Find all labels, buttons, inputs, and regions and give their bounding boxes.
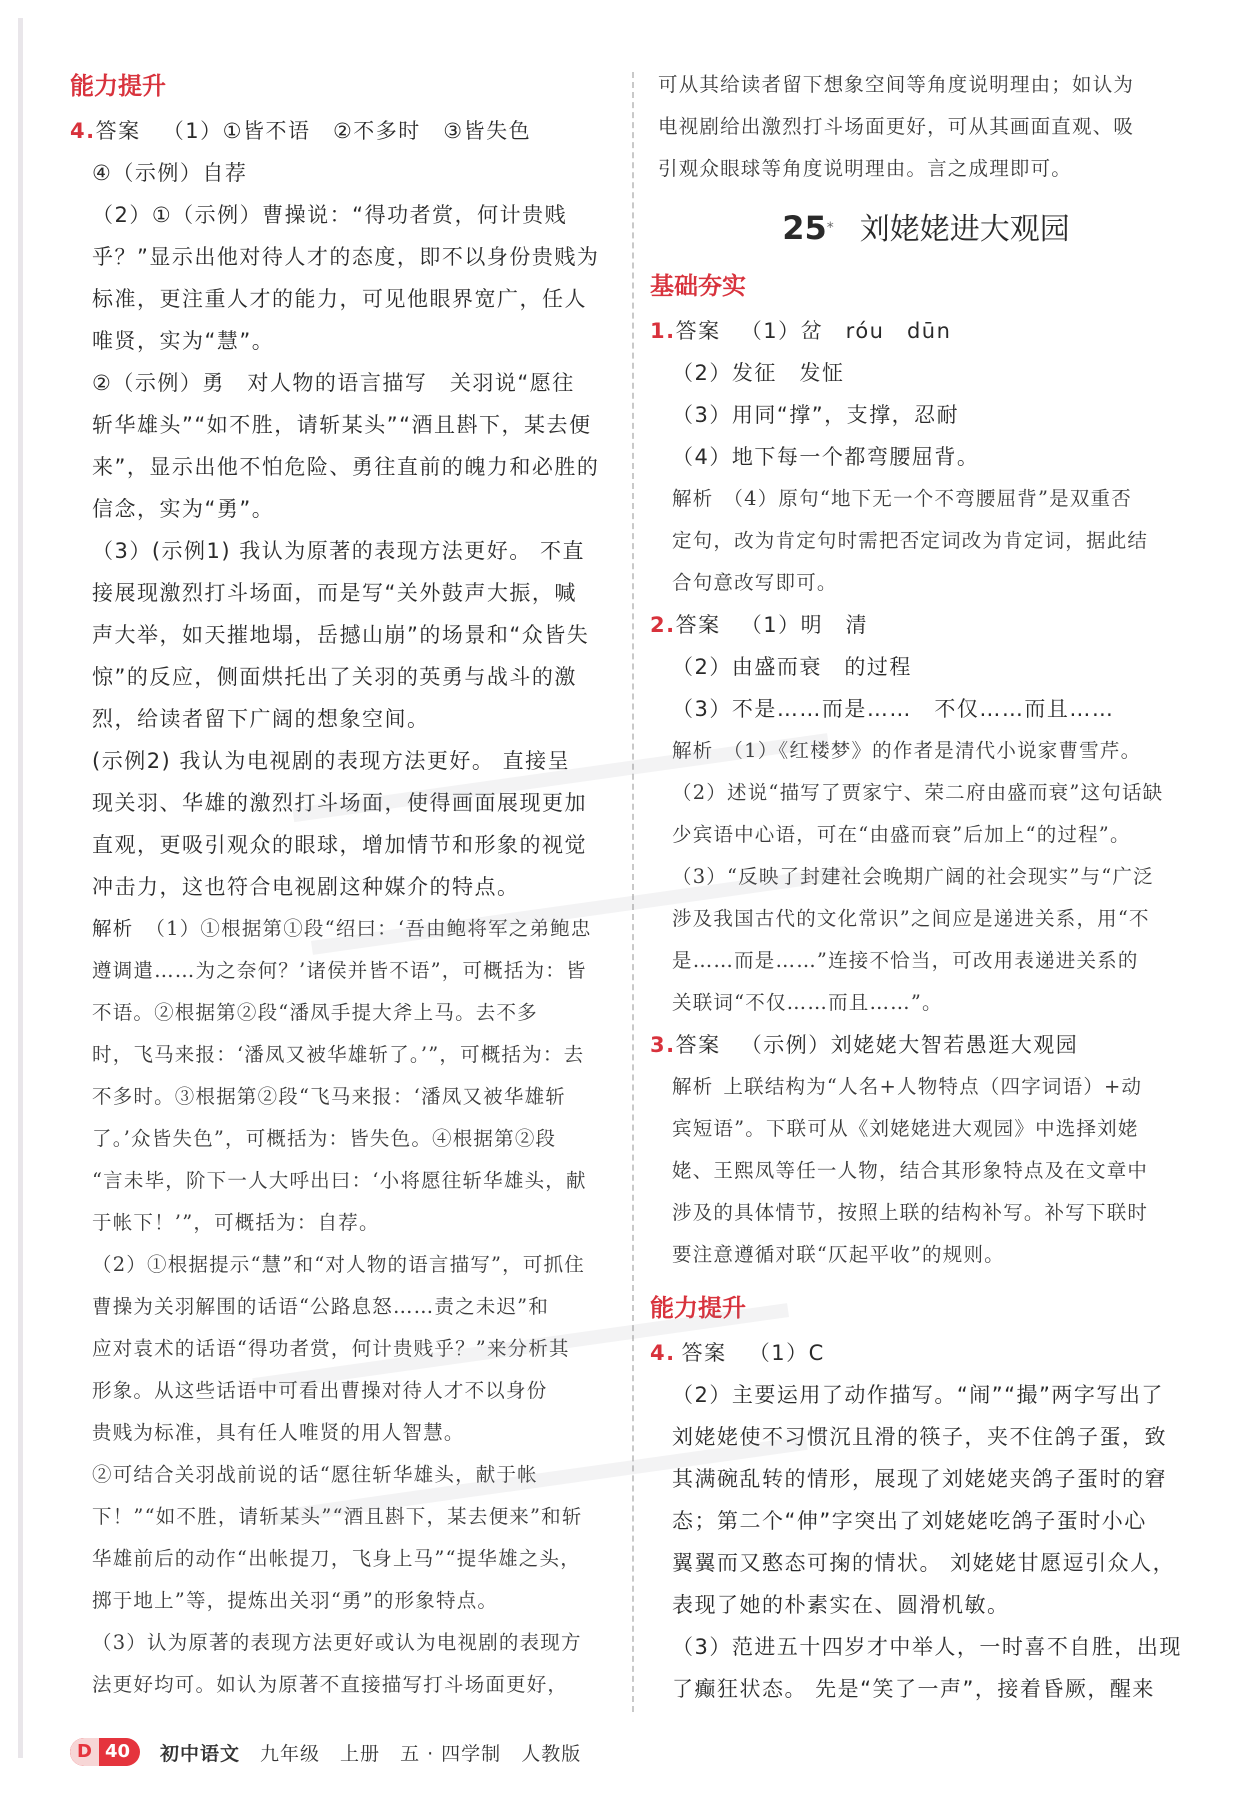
analysis-line: 时，飞马来报：‘潘凤又被华雄斩了。’”，可概括为：去 [92,1043,585,1066]
answer-line: 表现了她的朴素实在、圆滑机敏。 [672,1593,1010,1617]
analysis-line: 定句，改为肯定句时需把否定词改为肯定词，据此结 [672,529,1149,552]
footer-grade: 九年级 [260,1742,321,1765]
section-title-nengli: 能力提升 [70,72,166,100]
lesson-number: 25 [782,209,827,247]
question-number: 3. [650,1033,676,1057]
analysis-line: 下！”“如不胜，请斩某头”“酒且斟下，某去便来”和斩 [92,1505,583,1528]
answer-1-header [650,310,1202,352]
analysis-line: 于帐下！’”，可概括为：自荐。 [92,1211,380,1234]
answer-line: ②（示例）勇 对人物的语言描写 关羽说“愿往 [92,371,575,395]
analysis-line: （3）认为原著的表现方法更好或认为电视剧的表现方 [92,1631,582,1654]
analysis-line: 法更好均可。如认为原著不直接描写打斗场面更好， [92,1673,569,1696]
answer-line: （2）发征 发怔 [672,361,845,385]
answer-line: （1）C [748,1341,825,1365]
analysis-label: 解析 [92,917,134,940]
answer-line: （2）①（示例）曹操说：“得功者赏，何计贵贱 [92,203,568,227]
footer-system: 五 · 四学制 [400,1742,502,1765]
page-edge-strip [18,18,23,1758]
analysis-line: 不多时。③根据第②段“飞马来报：‘潘凤又被华雄斩 [92,1085,566,1108]
analysis-line: （2）述说“描写了贾家宁、荣二府由盛而衰”这句话缺 [672,781,1164,804]
answer-line: （4）地下每一个都弯腰屈背。 [672,445,980,469]
analysis-text: （1）①根据第①段“绍曰：‘吾由鲍将军之弟鲍忠 [145,917,592,940]
answer-label: 答案 [675,1033,721,1057]
analysis-line: 涉及的具体情节，按照上联的结构补写。补写下联时 [672,1201,1149,1224]
answer-line: （1）岔 róu dūn [740,319,952,343]
analysis-line: 是……而是……”连接不恰当，可改用表递进关系的 [672,949,1139,972]
answer-line: 其满碗乱转的情形，展现了刘姥姥夹鸽子蛋时的窘 [672,1467,1167,1491]
answer-line: 来”，显示出他不怕危险、勇往直前的魄力和必胜的 [92,455,600,479]
answer-line: 乎？”显示出他对待人才的态度，即不以身份贵贱为 [92,245,600,269]
answer-line: 现关羽、华雄的激烈打斗场面，使得画面展现更加 [92,791,587,815]
answer-line: 声大举，如天摧地塌，岳撼山崩”的场景和“众皆失 [92,623,590,647]
lesson-star: * [826,220,834,236]
footer-volume: 上册 [340,1742,381,1765]
analysis-line: 应对袁术的话语“得功者赏，何计贵贱乎？”来分析其 [92,1337,570,1360]
answer-line: （示例）刘姥姥大智若愚逛大观园 [740,1033,1079,1057]
answer-line: 惊”的反应，侧面烘托出了关羽的英勇与战斗的激 [92,665,577,689]
answer-3-header [650,1024,1202,1066]
analysis-line: 合句意改写即可。 [672,571,838,594]
question-number: 4. [650,1341,676,1365]
page-footer [70,1734,581,1770]
answer-label: 答案 [95,119,141,143]
answer-line: 斩华雄头”“如不胜，请斩某头”“酒且斟下，某去便 [92,413,592,437]
answer-line: 信念，实为“勇”。 [92,497,275,521]
answer-line: 刘姥姥使不习惯沉且滑的筷子，夹不住鸽子蛋，致 [672,1425,1167,1449]
answer-line: （3）范进五十四岁才中举人，一时喜不自胜，出现 [672,1635,1182,1659]
continued-line: 引观众眼球等角度说明理由。言之成理即可。 [658,157,1073,180]
analysis-line: 要注意遵循对联“仄起平收”的规则。 [672,1243,1005,1266]
answer-line: （3）用同“撑”，支撑，忍耐 [672,403,960,427]
answer-line: （3）不是……而是…… 不仅……而且…… [672,697,1115,721]
analysis-line: 曹操为关羽解围的话语“公路息怒……责之未迟”和 [92,1295,550,1318]
analysis-line: （2）①根据提示“慧”和“对人物的语言描写”，可抓住 [92,1253,585,1276]
analysis-line: 姥、王熙凤等任一人物，结合其形象特点及在文章中 [672,1159,1149,1182]
analysis-line: 关联词“不仅……而且……”。 [672,991,943,1014]
answer-line: 直观，更吸引观众的眼球，增加情节和形象的视觉 [92,833,587,857]
answer-line: （2）主要运用了动作描写。“闹”“撮”两字写出了 [672,1383,1164,1407]
answer-line: 态；第二个“伸”字突出了刘姥姥吃鸽子蛋时小心 [672,1509,1147,1533]
answer-line: ④（示例）自荐 [92,161,248,185]
analysis-line: ②可结合关羽战前说的话“愿往斩华雄头，献于帐 [92,1463,538,1486]
answer-line: 冲击力，这也符合电视剧这种媒介的特点。 [92,875,520,899]
answer-line: （3）(示例1) 我认为原著的表现方法更好。 不直 [92,539,585,563]
analysis-line: （3）“反映了封建社会晚期广阔的社会现实”与“广泛 [672,865,1154,888]
continued-line: 电视剧给出激烈打斗场面更好，可从其画面直观、吸 [658,115,1135,138]
section-title-jichu: 基础夯实 [650,272,746,300]
question-number: 2. [650,613,676,637]
answer-line: 标准，更注重人才的能力，可见他眼界宽广，任人 [92,287,587,311]
analysis-line: 宾短语”。下联可从《刘姥姥进大观园》中选择刘姥 [672,1117,1139,1140]
analysis-line: 遵调遣……为之奈何？’诸侯并皆不语”，可概括为：皆 [92,959,587,982]
continued-line: 可从其给读者留下想象空间等角度说明理由；如认为 [658,73,1135,96]
answer-label: 答案 [675,319,721,343]
answer-2-header [650,604,1202,646]
analysis-line: 涉及我国古代的文化常识”之间应是递进关系，用“不 [672,907,1150,930]
answer-line: （1）明 清 [740,613,869,637]
page-number: 40 [104,1741,131,1762]
answer-label: 答案 [675,613,721,637]
answer-label: 答案 [681,1341,727,1365]
answer-line: 接展现激烈打斗场面，而是写“关外鼓声大振，喊 [92,581,577,605]
answer-line: (示例2) 我认为电视剧的表现方法更好。 直接呈 [92,749,571,773]
analysis-line: 形象。从这些话语中可看出曹操对待人才不以身份 [92,1379,548,1402]
page-badge [70,1738,140,1766]
analysis-line: 不语。②根据第②段“潘凤手提大斧上马。去不多 [92,1001,538,1024]
section-title-nengli-2: 能力提升 [650,1294,746,1322]
analysis-line [650,478,1202,520]
analysis-line [650,1066,1202,1108]
analysis-label: 解析 [672,487,714,510]
answer-line: 翼翼而又憨态可掬的情状。 刘姥姥甘愿逗引众人， [672,1551,1176,1575]
badge-letter: D [70,1738,99,1766]
analysis-line: 华雄前后的动作“出帐提刀，飞身上马”“提华雄之头， [92,1547,581,1570]
analysis-text: （4）原句“地下无一个不弯腰屈背”是双重否 [723,487,1132,510]
analysis-line: 了。’众皆失色”，可概括为：皆失色。④根据第②段 [92,1127,557,1150]
answer-line: 烈，给读者留下广阔的想象空间。 [92,707,430,731]
analysis-label: 解析 [672,1075,714,1098]
analysis-line: “言未毕，阶下一人大呼出曰：‘小将愿往斩华雄头，献 [92,1169,587,1192]
analysis-label: 解析 [672,739,714,762]
footer-subject: 初中语文 [160,1742,241,1765]
footer-edition: 人教版 [521,1742,582,1765]
answer-line: 了癫狂状态。 先是“笑了一声”，接着昏厥，醒来 [672,1677,1155,1701]
answer-line: 唯贤，实为“慧”。 [92,329,275,353]
question-number: 4. [70,119,96,143]
analysis-text: 上联结构为“人名+人物特点（四字词语）+动 [723,1075,1143,1098]
analysis-line: 贵贱为标准，具有任人唯贤的用人智慧。 [92,1421,465,1444]
answer-4-header [70,110,618,152]
lesson-name: 刘姥姥进大观园 [859,212,1070,247]
question-number: 1. [650,319,676,343]
analysis-text: （1）《红楼梦》的作者是清代小说家曹雪芹。 [723,739,1142,762]
analysis-line: 少宾语中心语，可在“由盛而衰”后加上“的过程”。 [672,823,1131,846]
answer-line: （2）由盛而衰 的过程 [672,655,912,679]
lesson-title [650,198,1202,260]
answer-line: （1）①皆不语 ②不多时 ③皆失色 [162,119,532,143]
analysis-line: 掷于地上”等，提炼出关羽“勇”的形象特点。 [92,1589,499,1612]
